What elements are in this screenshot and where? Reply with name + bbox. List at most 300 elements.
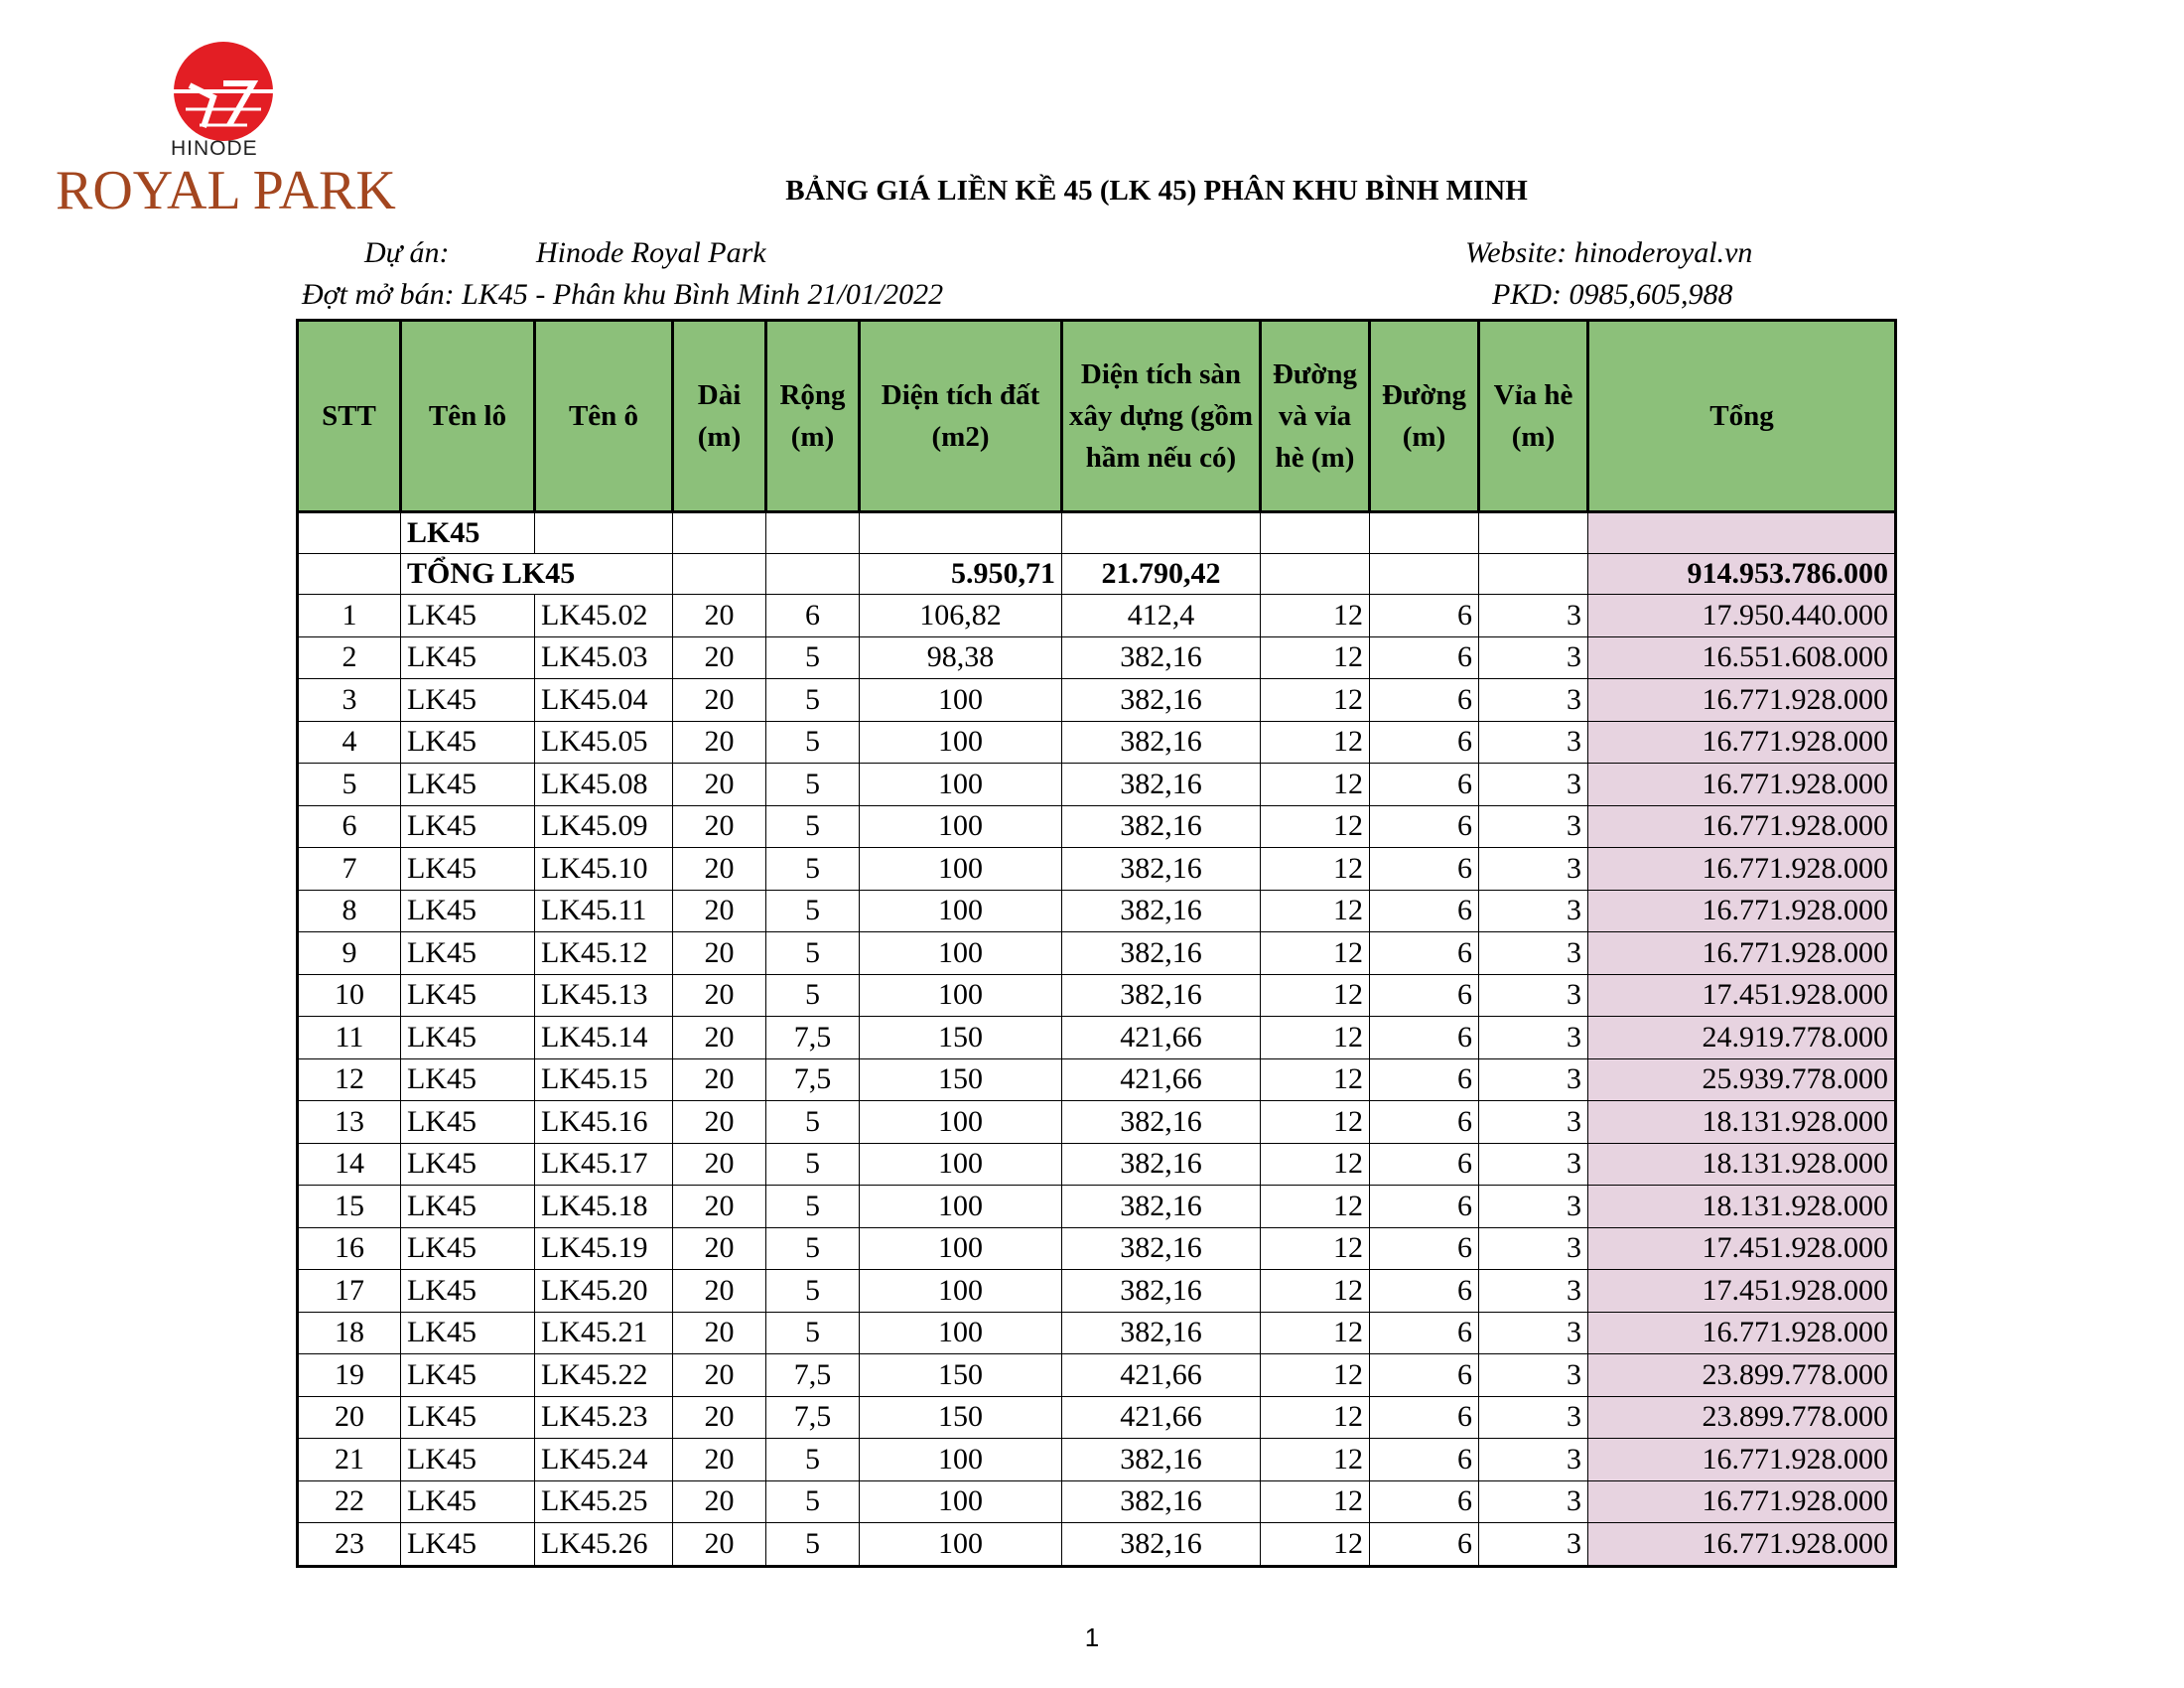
- total-row: [298, 554, 1896, 595]
- length-cell: 20: [673, 805, 766, 848]
- logo-big-text: ROYAL PARK: [56, 160, 396, 221]
- floor-area-cell: 382,16: [1062, 679, 1261, 722]
- road-sidewalk-cell: 12: [1261, 1270, 1370, 1313]
- road-cell: 6: [1370, 974, 1479, 1017]
- price-cell: 17.451.928.000: [1588, 1227, 1896, 1270]
- width-cell: 5: [766, 764, 860, 806]
- length-cell: 20: [673, 1270, 766, 1313]
- stt-cell: 17: [298, 1270, 401, 1313]
- sidewalk-cell: 3: [1479, 721, 1588, 764]
- table-row: [298, 1396, 1896, 1439]
- stt-cell: 12: [298, 1058, 401, 1101]
- project-label: Dự án:: [364, 236, 450, 269]
- road-sidewalk-cell: 12: [1261, 636, 1370, 679]
- table-row: [298, 890, 1896, 932]
- table-row: [298, 721, 1896, 764]
- road-sidewalk-cell: 12: [1261, 1354, 1370, 1397]
- road-sidewalk-cell: 12: [1261, 1227, 1370, 1270]
- sidewalk-cell: 3: [1479, 1312, 1588, 1354]
- sidewalk-cell: 3: [1479, 595, 1588, 637]
- floor-area-cell: 382,16: [1062, 1480, 1261, 1523]
- lot-cell: LK45: [401, 1186, 535, 1228]
- price-cell: 17.451.928.000: [1588, 974, 1896, 1017]
- price-cell: 17.950.440.000: [1588, 595, 1896, 637]
- width-cell: 5: [766, 1480, 860, 1523]
- road-cell: 6: [1370, 721, 1479, 764]
- floor-area-cell: 382,16: [1062, 1270, 1261, 1313]
- table-row: [298, 679, 1896, 722]
- floor-area-cell: 382,16: [1062, 636, 1261, 679]
- land-area-cell: 150: [860, 1354, 1062, 1397]
- floor-area-cell: 382,16: [1062, 890, 1261, 932]
- lot-cell: LK45: [401, 679, 535, 722]
- sidewalk-cell: 3: [1479, 805, 1588, 848]
- stt-cell: 21: [298, 1439, 401, 1481]
- plot-cell: LK45.03: [535, 636, 673, 679]
- price-table: [296, 319, 1897, 1568]
- road-sidewalk-cell: 12: [1261, 805, 1370, 848]
- floor-area-cell: 382,16: [1062, 721, 1261, 764]
- total-label: TỔNG LK45: [401, 554, 673, 595]
- stt-cell: 22: [298, 1480, 401, 1523]
- lot-cell: LK45: [401, 1354, 535, 1397]
- width-cell: 7,5: [766, 1058, 860, 1101]
- price-cell: 23.899.778.000: [1588, 1354, 1896, 1397]
- road-sidewalk-cell: 12: [1261, 1523, 1370, 1567]
- land-area-cell: 100: [860, 848, 1062, 891]
- road-cell: 6: [1370, 764, 1479, 806]
- price-cell: 16.771.928.000: [1588, 932, 1896, 975]
- sidewalk-cell: 3: [1479, 1439, 1588, 1481]
- width-cell: 6: [766, 595, 860, 637]
- header-cell: Tổng: [1588, 321, 1896, 512]
- length-cell: 20: [673, 721, 766, 764]
- floor-area-cell: 382,16: [1062, 1186, 1261, 1228]
- stt-cell: 5: [298, 764, 401, 806]
- land-area-cell: 100: [860, 890, 1062, 932]
- floor-area-cell: 421,66: [1062, 1058, 1261, 1101]
- road-cell: 6: [1370, 1186, 1479, 1228]
- land-area-cell: 150: [860, 1058, 1062, 1101]
- sidewalk-cell: 3: [1479, 764, 1588, 806]
- road-cell: 6: [1370, 848, 1479, 891]
- sidewalk-cell: 3: [1479, 1227, 1588, 1270]
- header-cell: Tên lô: [401, 321, 535, 512]
- sidewalk-cell: 3: [1479, 848, 1588, 891]
- price-cell: 16.771.928.000: [1588, 1312, 1896, 1354]
- land-area-cell: 100: [860, 1143, 1062, 1186]
- road-cell: 6: [1370, 1143, 1479, 1186]
- sidewalk-cell: 3: [1479, 1143, 1588, 1186]
- floor-area-cell: 421,66: [1062, 1396, 1261, 1439]
- stt-cell: 18: [298, 1312, 401, 1354]
- land-area-cell: 100: [860, 1186, 1062, 1228]
- floor-area-cell: 382,16: [1062, 1439, 1261, 1481]
- length-cell: 20: [673, 1396, 766, 1439]
- project-value: Hinode Royal Park: [536, 236, 766, 269]
- plot-cell: LK45.04: [535, 679, 673, 722]
- plot-cell: LK45.15: [535, 1058, 673, 1101]
- road-cell: 6: [1370, 1227, 1479, 1270]
- price-cell: 25.939.778.000: [1588, 1058, 1896, 1101]
- road-sidewalk-cell: 12: [1261, 974, 1370, 1017]
- road-cell: 6: [1370, 1312, 1479, 1354]
- road-sidewalk-cell: 12: [1261, 1101, 1370, 1144]
- sidewalk-cell: 3: [1479, 1186, 1588, 1228]
- road-sidewalk-cell: 12: [1261, 1058, 1370, 1101]
- floor-area-cell: 382,16: [1062, 848, 1261, 891]
- width-cell: 5: [766, 1227, 860, 1270]
- road-cell: 6: [1370, 805, 1479, 848]
- total-floor-area: 21.790,42: [1062, 554, 1261, 595]
- header-cell: Diện tích sàn xây dựng (gồm hầm nếu có): [1062, 321, 1261, 512]
- width-cell: 5: [766, 974, 860, 1017]
- price-cell: 18.131.928.000: [1588, 1143, 1896, 1186]
- length-cell: 20: [673, 636, 766, 679]
- stt-cell: 3: [298, 679, 401, 722]
- group-row: [298, 512, 1896, 554]
- road-sidewalk-cell: 12: [1261, 1439, 1370, 1481]
- stt-cell: 4: [298, 721, 401, 764]
- sale-batch: Đợt mở bán: LK45 - Phân khu Bình Minh 21/01/2022: [302, 278, 944, 311]
- land-area-cell: 150: [860, 1396, 1062, 1439]
- sidewalk-cell: 3: [1479, 932, 1588, 975]
- header-cell: STT: [298, 321, 401, 512]
- plot-cell: LK45.16: [535, 1101, 673, 1144]
- length-cell: 20: [673, 1143, 766, 1186]
- floor-area-cell: 382,16: [1062, 1227, 1261, 1270]
- stt-cell: 1: [298, 595, 401, 637]
- floor-area-cell: 382,16: [1062, 764, 1261, 806]
- table-row: [298, 1270, 1896, 1313]
- sidewalk-cell: 3: [1479, 1017, 1588, 1059]
- page-title: BẢNG GIÁ LIỀN KỀ 45 (LK 45) PHÂN KHU BÌNH MINH: [785, 175, 1528, 207]
- sidewalk-cell: 3: [1479, 1058, 1588, 1101]
- table-row: [298, 932, 1896, 975]
- length-cell: 20: [673, 1227, 766, 1270]
- road-cell: 6: [1370, 1101, 1479, 1144]
- length-cell: 20: [673, 1523, 766, 1567]
- plot-cell: LK45.11: [535, 890, 673, 932]
- lot-cell: LK45: [401, 1312, 535, 1354]
- price-cell: 17.451.928.000: [1588, 1270, 1896, 1313]
- plot-cell: LK45.14: [535, 1017, 673, 1059]
- lot-cell: LK45: [401, 1101, 535, 1144]
- stt-cell: 15: [298, 1186, 401, 1228]
- floor-area-cell: 382,16: [1062, 932, 1261, 975]
- width-cell: 5: [766, 1270, 860, 1313]
- floor-area-cell: 382,16: [1062, 1101, 1261, 1144]
- sidewalk-cell: 3: [1479, 1480, 1588, 1523]
- lot-cell: LK45: [401, 764, 535, 806]
- price-cell: 16.551.608.000: [1588, 636, 1896, 679]
- header-cell: Đường (m): [1370, 321, 1479, 512]
- width-cell: 5: [766, 1143, 860, 1186]
- plot-cell: LK45.05: [535, 721, 673, 764]
- length-cell: 20: [673, 848, 766, 891]
- width-cell: 7,5: [766, 1354, 860, 1397]
- road-sidewalk-cell: 12: [1261, 1480, 1370, 1523]
- land-area-cell: 100: [860, 1480, 1062, 1523]
- plot-cell: LK45.09: [535, 805, 673, 848]
- land-area-cell: 100: [860, 679, 1062, 722]
- sidewalk-cell: 3: [1479, 679, 1588, 722]
- width-cell: 5: [766, 890, 860, 932]
- lot-cell: LK45: [401, 932, 535, 975]
- plot-cell: LK45.10: [535, 848, 673, 891]
- plot-cell: LK45.25: [535, 1480, 673, 1523]
- road-sidewalk-cell: 12: [1261, 932, 1370, 975]
- lot-cell: LK45: [401, 805, 535, 848]
- lot-cell: LK45: [401, 1143, 535, 1186]
- floor-area-cell: 421,66: [1062, 1354, 1261, 1397]
- price-cell: 16.771.928.000: [1588, 679, 1896, 722]
- plot-cell: LK45.19: [535, 1227, 673, 1270]
- land-area-cell: 100: [860, 1523, 1062, 1567]
- sidewalk-cell: 3: [1479, 1270, 1588, 1313]
- header-cell: Diện tích đất (m2): [860, 321, 1062, 512]
- land-area-cell: 98,38: [860, 636, 1062, 679]
- table-row: [298, 1143, 1896, 1186]
- price-cell: 23.899.778.000: [1588, 1396, 1896, 1439]
- table-row: [298, 1186, 1896, 1228]
- road-sidewalk-cell: 12: [1261, 848, 1370, 891]
- land-area-cell: 100: [860, 1101, 1062, 1144]
- width-cell: 5: [766, 1312, 860, 1354]
- lot-cell: LK45: [401, 1058, 535, 1101]
- width-cell: 5: [766, 932, 860, 975]
- road-sidewalk-cell: 12: [1261, 1143, 1370, 1186]
- plot-cell: LK45.18: [535, 1186, 673, 1228]
- lot-cell: LK45: [401, 1439, 535, 1481]
- lot-cell: LK45: [401, 974, 535, 1017]
- website-text: Website: hinoderoyal.vn: [1465, 236, 1753, 269]
- plot-cell: LK45.26: [535, 1523, 673, 1567]
- plot-cell: LK45.24: [535, 1439, 673, 1481]
- header-cell: Rộng (m): [766, 321, 860, 512]
- sidewalk-cell: 3: [1479, 1354, 1588, 1397]
- floor-area-cell: 382,16: [1062, 1143, 1261, 1186]
- sidewalk-cell: 3: [1479, 1396, 1588, 1439]
- plot-cell: LK45.23: [535, 1396, 673, 1439]
- land-area-cell: 106,82: [860, 595, 1062, 637]
- road-sidewalk-cell: 12: [1261, 1396, 1370, 1439]
- length-cell: 20: [673, 679, 766, 722]
- land-area-cell: 100: [860, 932, 1062, 975]
- length-cell: 20: [673, 764, 766, 806]
- length-cell: 20: [673, 1439, 766, 1481]
- road-cell: 6: [1370, 636, 1479, 679]
- price-cell: 16.771.928.000: [1588, 721, 1896, 764]
- table-header-row: [298, 321, 1896, 512]
- length-cell: 20: [673, 974, 766, 1017]
- header-cell: Vỉa hè (m): [1479, 321, 1588, 512]
- table-row: [298, 1017, 1896, 1059]
- plot-cell: LK45.20: [535, 1270, 673, 1313]
- group-label: LK45: [401, 512, 535, 554]
- road-cell: 6: [1370, 595, 1479, 637]
- road-cell: 6: [1370, 1523, 1479, 1567]
- land-area-cell: 100: [860, 1439, 1062, 1481]
- width-cell: 5: [766, 1101, 860, 1144]
- plot-cell: LK45.22: [535, 1354, 673, 1397]
- price-cell: 18.131.928.000: [1588, 1186, 1896, 1228]
- road-sidewalk-cell: 12: [1261, 1017, 1370, 1059]
- stt-cell: 14: [298, 1143, 401, 1186]
- table-row: [298, 1523, 1896, 1567]
- width-cell: 5: [766, 848, 860, 891]
- road-sidewalk-cell: 12: [1261, 890, 1370, 932]
- header-cell: Tên ô: [535, 321, 673, 512]
- stt-cell: 2: [298, 636, 401, 679]
- table-row: [298, 1480, 1896, 1523]
- stt-cell: 8: [298, 890, 401, 932]
- road-cell: 6: [1370, 1354, 1479, 1397]
- price-cell: 16.771.928.000: [1588, 1480, 1896, 1523]
- road-sidewalk-cell: 12: [1261, 1186, 1370, 1228]
- width-cell: 5: [766, 1186, 860, 1228]
- table-row: [298, 848, 1896, 891]
- plot-cell: LK45.17: [535, 1143, 673, 1186]
- width-cell: 5: [766, 1523, 860, 1567]
- length-cell: 20: [673, 595, 766, 637]
- land-area-cell: 150: [860, 1017, 1062, 1059]
- price-cell: 16.771.928.000: [1588, 1523, 1896, 1567]
- width-cell: 5: [766, 636, 860, 679]
- price-cell: 24.919.778.000: [1588, 1017, 1896, 1059]
- price-cell: 16.771.928.000: [1588, 848, 1896, 891]
- table-row: [298, 1312, 1896, 1354]
- header-cell: Dài (m): [673, 321, 766, 512]
- lot-cell: LK45: [401, 1523, 535, 1567]
- stt-cell: 10: [298, 974, 401, 1017]
- plot-cell: LK45.08: [535, 764, 673, 806]
- table-row: [298, 1227, 1896, 1270]
- sidewalk-cell: 3: [1479, 974, 1588, 1017]
- stt-cell: 6: [298, 805, 401, 848]
- table-row: [298, 595, 1896, 637]
- table-row: [298, 1058, 1896, 1101]
- lot-cell: LK45: [401, 1480, 535, 1523]
- floor-area-cell: 382,16: [1062, 974, 1261, 1017]
- floor-area-cell: 382,16: [1062, 1312, 1261, 1354]
- total-price: 914.953.786.000: [1588, 554, 1896, 595]
- header-cell: Đường và vỉa hè (m): [1261, 321, 1370, 512]
- table-row: [298, 1439, 1896, 1481]
- land-area-cell: 100: [860, 1227, 1062, 1270]
- width-cell: 5: [766, 805, 860, 848]
- table-row: [298, 1101, 1896, 1144]
- lot-cell: LK45: [401, 890, 535, 932]
- price-cell: 16.771.928.000: [1588, 764, 1896, 806]
- lot-cell: LK45: [401, 1396, 535, 1439]
- land-area-cell: 100: [860, 805, 1062, 848]
- length-cell: 20: [673, 1354, 766, 1397]
- land-area-cell: 100: [860, 721, 1062, 764]
- plot-cell: LK45.21: [535, 1312, 673, 1354]
- road-cell: 6: [1370, 890, 1479, 932]
- road-cell: 6: [1370, 679, 1479, 722]
- total-land-area: 5.950,71: [860, 554, 1062, 595]
- floor-area-cell: 382,16: [1062, 1523, 1261, 1567]
- width-cell: 5: [766, 679, 860, 722]
- page-number: 1: [1084, 1622, 1100, 1652]
- land-area-cell: 100: [860, 1270, 1062, 1313]
- plot-cell: LK45.13: [535, 974, 673, 1017]
- sidewalk-cell: 3: [1479, 890, 1588, 932]
- road-sidewalk-cell: 12: [1261, 1312, 1370, 1354]
- price-cell: 16.771.928.000: [1588, 890, 1896, 932]
- table-row: [298, 764, 1896, 806]
- road-cell: 6: [1370, 1480, 1479, 1523]
- price-cell: 16.771.928.000: [1588, 1439, 1896, 1481]
- price-cell: 18.131.928.000: [1588, 1101, 1896, 1144]
- lot-cell: LK45: [401, 636, 535, 679]
- table-row: [298, 1354, 1896, 1397]
- land-area-cell: 100: [860, 764, 1062, 806]
- stt-cell: 7: [298, 848, 401, 891]
- logo-small-text: HINODE: [171, 137, 258, 160]
- length-cell: 20: [673, 890, 766, 932]
- land-area-cell: 100: [860, 1312, 1062, 1354]
- lot-cell: LK45: [401, 1270, 535, 1313]
- length-cell: 20: [673, 1186, 766, 1228]
- stt-cell: 16: [298, 1227, 401, 1270]
- plot-cell: LK45.12: [535, 932, 673, 975]
- stt-cell: 19: [298, 1354, 401, 1397]
- road-cell: 6: [1370, 1439, 1479, 1481]
- table-row: [298, 636, 1896, 679]
- plot-cell: LK45.02: [535, 595, 673, 637]
- lot-cell: LK45: [401, 721, 535, 764]
- length-cell: 20: [673, 1480, 766, 1523]
- length-cell: 20: [673, 932, 766, 975]
- sidewalk-cell: 3: [1479, 1523, 1588, 1567]
- road-sidewalk-cell: 12: [1261, 764, 1370, 806]
- sidewalk-cell: 3: [1479, 1101, 1588, 1144]
- road-sidewalk-cell: 12: [1261, 679, 1370, 722]
- road-sidewalk-cell: 12: [1261, 721, 1370, 764]
- road-cell: 6: [1370, 1017, 1479, 1059]
- width-cell: 5: [766, 721, 860, 764]
- lot-cell: LK45: [401, 1017, 535, 1059]
- stt-cell: 11: [298, 1017, 401, 1059]
- length-cell: 20: [673, 1312, 766, 1354]
- stt-cell: 20: [298, 1396, 401, 1439]
- width-cell: 5: [766, 1439, 860, 1481]
- land-area-cell: 100: [860, 974, 1062, 1017]
- road-cell: 6: [1370, 932, 1479, 975]
- road-cell: 6: [1370, 1058, 1479, 1101]
- road-cell: 6: [1370, 1396, 1479, 1439]
- length-cell: 20: [673, 1058, 766, 1101]
- width-cell: 7,5: [766, 1017, 860, 1059]
- stt-cell: 13: [298, 1101, 401, 1144]
- length-cell: 20: [673, 1101, 766, 1144]
- table-row: [298, 805, 1896, 848]
- phone-text: PKD: 0985,605,988: [1492, 278, 1733, 311]
- floor-area-cell: 412,4: [1062, 595, 1261, 637]
- width-cell: 7,5: [766, 1396, 860, 1439]
- floor-area-cell: 382,16: [1062, 805, 1261, 848]
- length-cell: 20: [673, 1017, 766, 1059]
- lot-cell: LK45: [401, 595, 535, 637]
- stt-cell: 23: [298, 1523, 401, 1567]
- table-row: [298, 974, 1896, 1017]
- road-sidewalk-cell: 12: [1261, 595, 1370, 637]
- price-cell: 16.771.928.000: [1588, 805, 1896, 848]
- lot-cell: LK45: [401, 848, 535, 891]
